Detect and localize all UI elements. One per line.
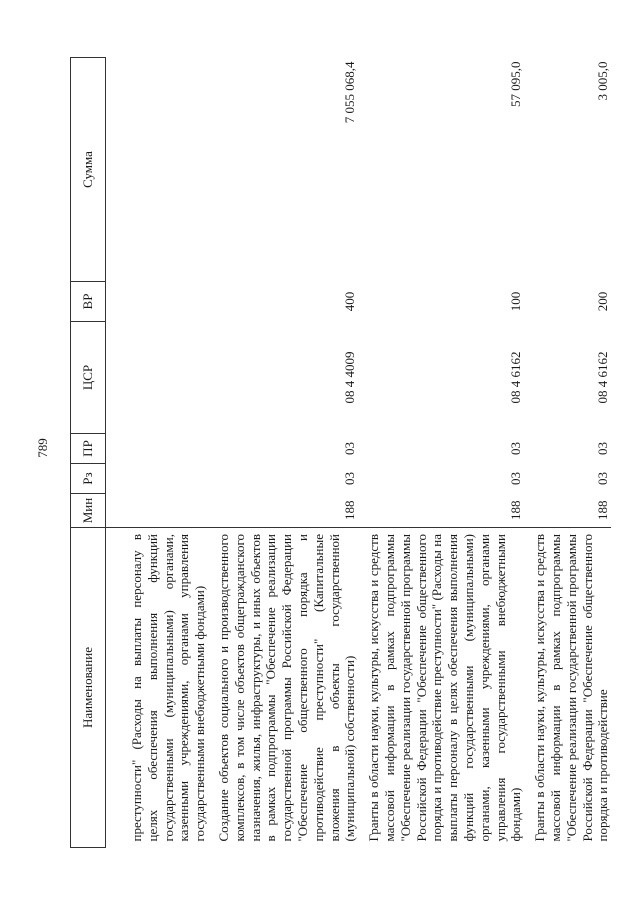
row-vr: 100 bbox=[508, 291, 524, 312]
row-rz: 03 bbox=[508, 472, 524, 485]
budget-table bbox=[70, 57, 611, 848]
row-vr: 200 bbox=[595, 291, 611, 312]
row-pr bbox=[106, 434, 209, 464]
table-header-row bbox=[71, 58, 106, 848]
row-pr: 03 bbox=[508, 442, 524, 455]
row-rz bbox=[106, 464, 209, 494]
table-row bbox=[524, 58, 611, 848]
rotated-page bbox=[70, 58, 611, 848]
header-sum: Сумма bbox=[71, 58, 106, 282]
row-name: Гранты в области науки, культуры, искусства и средств массовой информации в рамках подпрограммы "Обеспечение реализации государственной программы Российской Федерации "Обеспечение общественного порядка и противодействие bbox=[532, 534, 611, 842]
row-sum bbox=[106, 58, 209, 282]
row-sum: 7 055 068,4 bbox=[342, 61, 358, 124]
header-rz: Рз bbox=[71, 464, 106, 494]
row-name: Гранты в области науки, культуры, искусства и средств массовой информации в рамках подпрограммы "Обеспечение реализации государственной программы Российской Федерации "Обеспечение общественного порядка и противодействие преступности" (Расходы на выплаты персоналу в целях обеспечения выполнения функций государственными (муниципальными) органами, казенными учреждениями, органами управления государственными внебюджетными фондами) bbox=[366, 534, 524, 842]
row-sum: 57 095,0 bbox=[508, 61, 524, 107]
row-rz: 03 bbox=[595, 472, 611, 485]
header-csr: ЦСР bbox=[71, 322, 106, 434]
row-name: Создание объектов социального и производственного комплексов, в том числе объектов общегражданского назначения, жилья, инфраструктуры, и иных объектов в рамках подпрограммы "Обеспечение реализации государственной программы Российской Федерации "Обеспечение общественного порядка и противодействие преступности" (Капитальные вложения в объекты государственной (муниципальной) собственности) bbox=[216, 534, 358, 842]
row-min: 188 bbox=[524, 494, 611, 528]
row-vr bbox=[106, 282, 209, 322]
table-row bbox=[208, 58, 358, 848]
row-min: 188 bbox=[358, 494, 524, 528]
row-pr: 03 bbox=[595, 442, 611, 455]
row-min bbox=[106, 494, 209, 528]
row-csr: 08 4 6162 bbox=[595, 351, 611, 404]
page-number: 789 bbox=[34, 438, 50, 458]
row-csr: 08 4 6162 bbox=[508, 351, 524, 404]
header-pr: ПР bbox=[71, 434, 106, 464]
row-csr: 08 4 4009 bbox=[342, 351, 358, 404]
header-vr: ВР bbox=[71, 282, 106, 322]
table-row bbox=[106, 58, 209, 848]
table-row bbox=[358, 58, 524, 848]
row-vr: 400 bbox=[342, 291, 358, 312]
header-name: Наименование bbox=[71, 528, 106, 848]
row-rz: 03 bbox=[342, 472, 358, 485]
row-pr: 03 bbox=[342, 442, 358, 455]
row-csr bbox=[106, 322, 209, 434]
row-min: 188 bbox=[208, 494, 358, 528]
row-name: преступности" (Расходы на выплаты персоналу в целях обеспечения выполнения функций государственными (муниципальными) органами, казенными учреждениями, органами управления государственными внебюджетными фондами) bbox=[129, 534, 208, 842]
row-sum: 3 005,0 bbox=[595, 61, 611, 101]
header-min: Мин bbox=[71, 494, 106, 528]
